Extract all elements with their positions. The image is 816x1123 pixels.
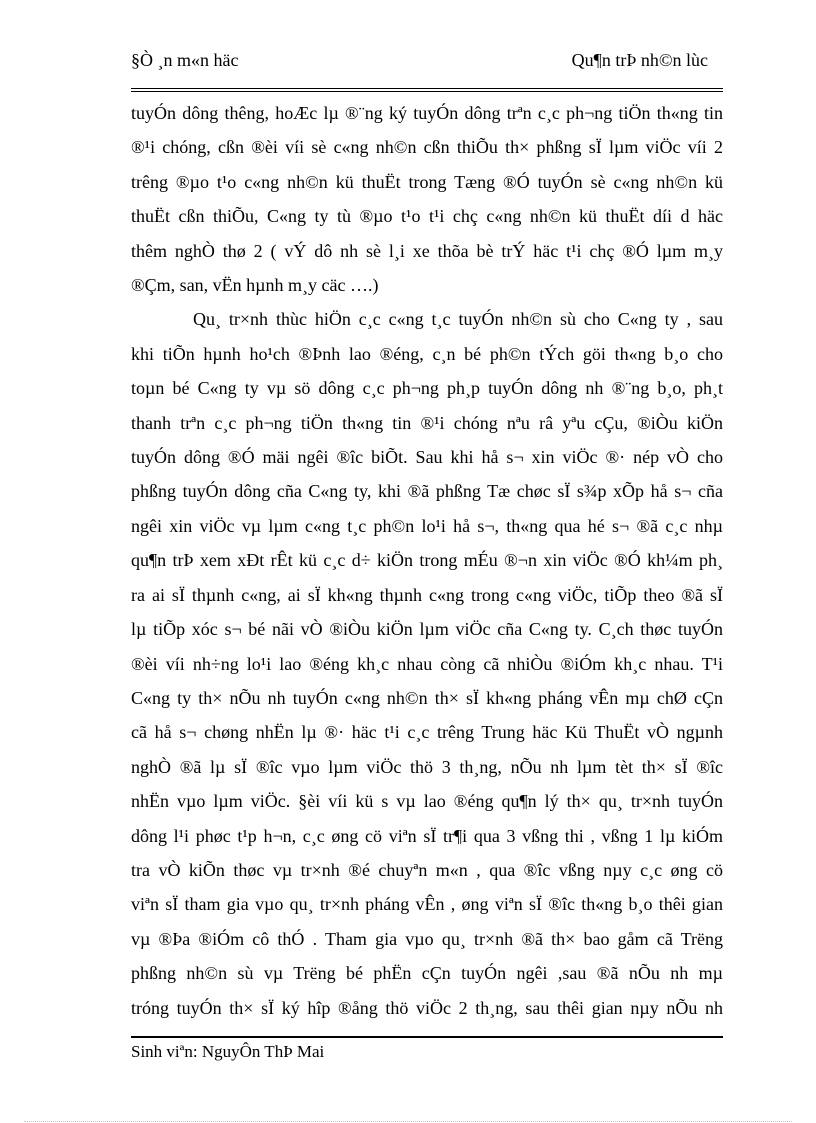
body-line: thuËt cßn thiÕu, C«ng ty tù ®µo t¹o t¹i chç c«ng nh©n kü thuËt díi d häc — [131, 206, 723, 227]
page-footer: Sinh viªn: NguyÔn ThÞ Mai — [131, 1042, 325, 1061]
body-line: dông l¹i phøc t¹p h¬n, c¸c øng cö viªn sÏ tr¶i qua 3 vßng thi , vßng 1 lµ kiÓm — [131, 825, 723, 846]
body-line: lµ tiÕp xóc s¬ bé nãi vÒ ®iÒu kiÖn lµm viÖc cña C«ng ty. C¸ch thøc tuyÓn — [131, 619, 723, 640]
header-right-title: Qu¶n trÞ nh©n lùc — [571, 50, 708, 70]
body-line: ngêi xin viÖc vµ lµm c«ng t¸c ph©n lo¹i hå s¬, th«ng qua hé s¬ ®ã c¸c nhµ — [131, 515, 723, 536]
body-line: Qu¸ tr×nh thùc hiÖn c¸c c«ng t¸c tuyÓn nh©n sù cho C«ng ty , sau — [193, 309, 723, 330]
body-line: tra vÒ kiÕn thøc vµ tr×nh ®é chuyªn m«n , qua ®îc vßng nµy c¸c øng cö — [131, 859, 723, 880]
body-line: phßng nh©n sù vµ Trëng bé phËn cÇn tuyÓn ngêi ,sau ®ã nÕu nh mµ — [131, 963, 723, 984]
body-line: toµn bé C«ng ty vµ sö dông c¸c ph¬ng ph¸p tuyÓn dông nh ®¨ng b¸o, ph¸t — [131, 378, 723, 399]
page-edge — [24, 1121, 792, 1122]
body-line: ®èi víi nh÷ng lo¹i lao ®éng kh¸c nhau còng cã nhiÒu ®iÓm kh¸c nhau. T¹i — [131, 653, 723, 674]
body-line: nhËn vµo lµm viÖc. §èi víi kü s vµ lao ®éng qu¶n lý th× qu¸ tr×nh tuyÓn — [131, 791, 723, 812]
body-text — [131, 96, 723, 1025]
body-line: tuyÓn dông ®Ó mäi ngêi ®îc biÕt. Sau khi hå s¬ xin viÖc ®· nép vÒ cho — [131, 447, 723, 468]
body-line: cã hå s¬ chøng nhËn lµ ®· häc t¹i c¸c trêng Trung häc Kü ThuËt vÒ ngµnh — [131, 722, 723, 743]
body-line: tuyÓn dông thêng, hoÆc lµ ®¨ng ký tuyÓn dông trªn c¸c ph¬ng tiÖn th«ng tin — [131, 103, 723, 123]
body-line: ra ai sÏ thµnh c«ng, ai sÏ kh«ng thµnh c«ng trong c«ng viÖc, tiÕp theo ®ã sÏ — [131, 584, 723, 605]
body-line: thanh trªn c¸c ph¬ng tiÖn th«ng tin ®¹i chóng nªu râ yªu cÇu, ®iÒu kiÖn — [131, 412, 723, 433]
footer-divider — [131, 1036, 723, 1038]
body-line: thêm nghÒ thø 2 ( vÝ dô nh sè l¸i xe thõa bè trÝ häc t¹i chç ®Ó lµm m¸y — [131, 240, 723, 261]
body-line: viªn sÏ tham gia vµo qu¸ tr×nh pháng vÊn , øng viªn sÏ ®îc th«ng b¸o thêi gian — [131, 894, 723, 915]
body-line: ®Çm, san, vËn hµnh m¸y cäc ….) — [131, 275, 379, 296]
body-line: nghÒ ®ã lµ sÏ ®îc vµo lµm viÖc thö 3 th¸ng, nÕu nh lµm tèt th× sÏ ®îc — [131, 756, 723, 777]
page-header — [131, 50, 708, 80]
body-line: khi tiÕn hµnh ho¹ch ®Þnh lao ®éng, c¸n bé ph©n tÝch göi th«ng b¸o cho — [131, 343, 723, 364]
body-line: qu¶n trÞ xem xÐt rÊt kü c¸c d÷ kiÖn trong mÉu ®¬n xin viÖc ®Ó kh¼m ph¸ — [131, 550, 723, 571]
header-divider — [131, 88, 723, 92]
body-line: tróng tuyÓn th× sÏ ký hîp ®ång thö viÖc 2 th¸ng, sau thêi gian nµy nÕu nh — [131, 997, 723, 1018]
body-line: phßng tuyÓn dông cña C«ng ty, khi ®ã phßng Tæ chøc sÏ s¾p xÕp hå s¬ cña — [131, 481, 723, 502]
body-line: C«ng ty th× nÕu nh tuyÓn c«ng nh©n th× sÏ kh«ng pháng vÊn mµ chØ cÇn — [131, 687, 723, 708]
header-left-title: §Ò ¸n m«n häc — [131, 50, 239, 70]
body-line: trêng ®µo t¹o c«ng nh©n kü thuËt trong Tæng ®Ó tuyÓn sè c«ng nh©n kü — [131, 171, 723, 192]
body-line: vµ ®Þa ®iÓm cô thÓ . Tham gia vµo qu¸ tr×nh ®ã th× bao gåm cã Trëng — [131, 928, 723, 949]
body-line: ®¹i chóng, cßn ®èi víi sè c«ng nh©n cßn thiÕu th× phßng sÏ lµm viÖc víi 2 — [131, 137, 723, 158]
